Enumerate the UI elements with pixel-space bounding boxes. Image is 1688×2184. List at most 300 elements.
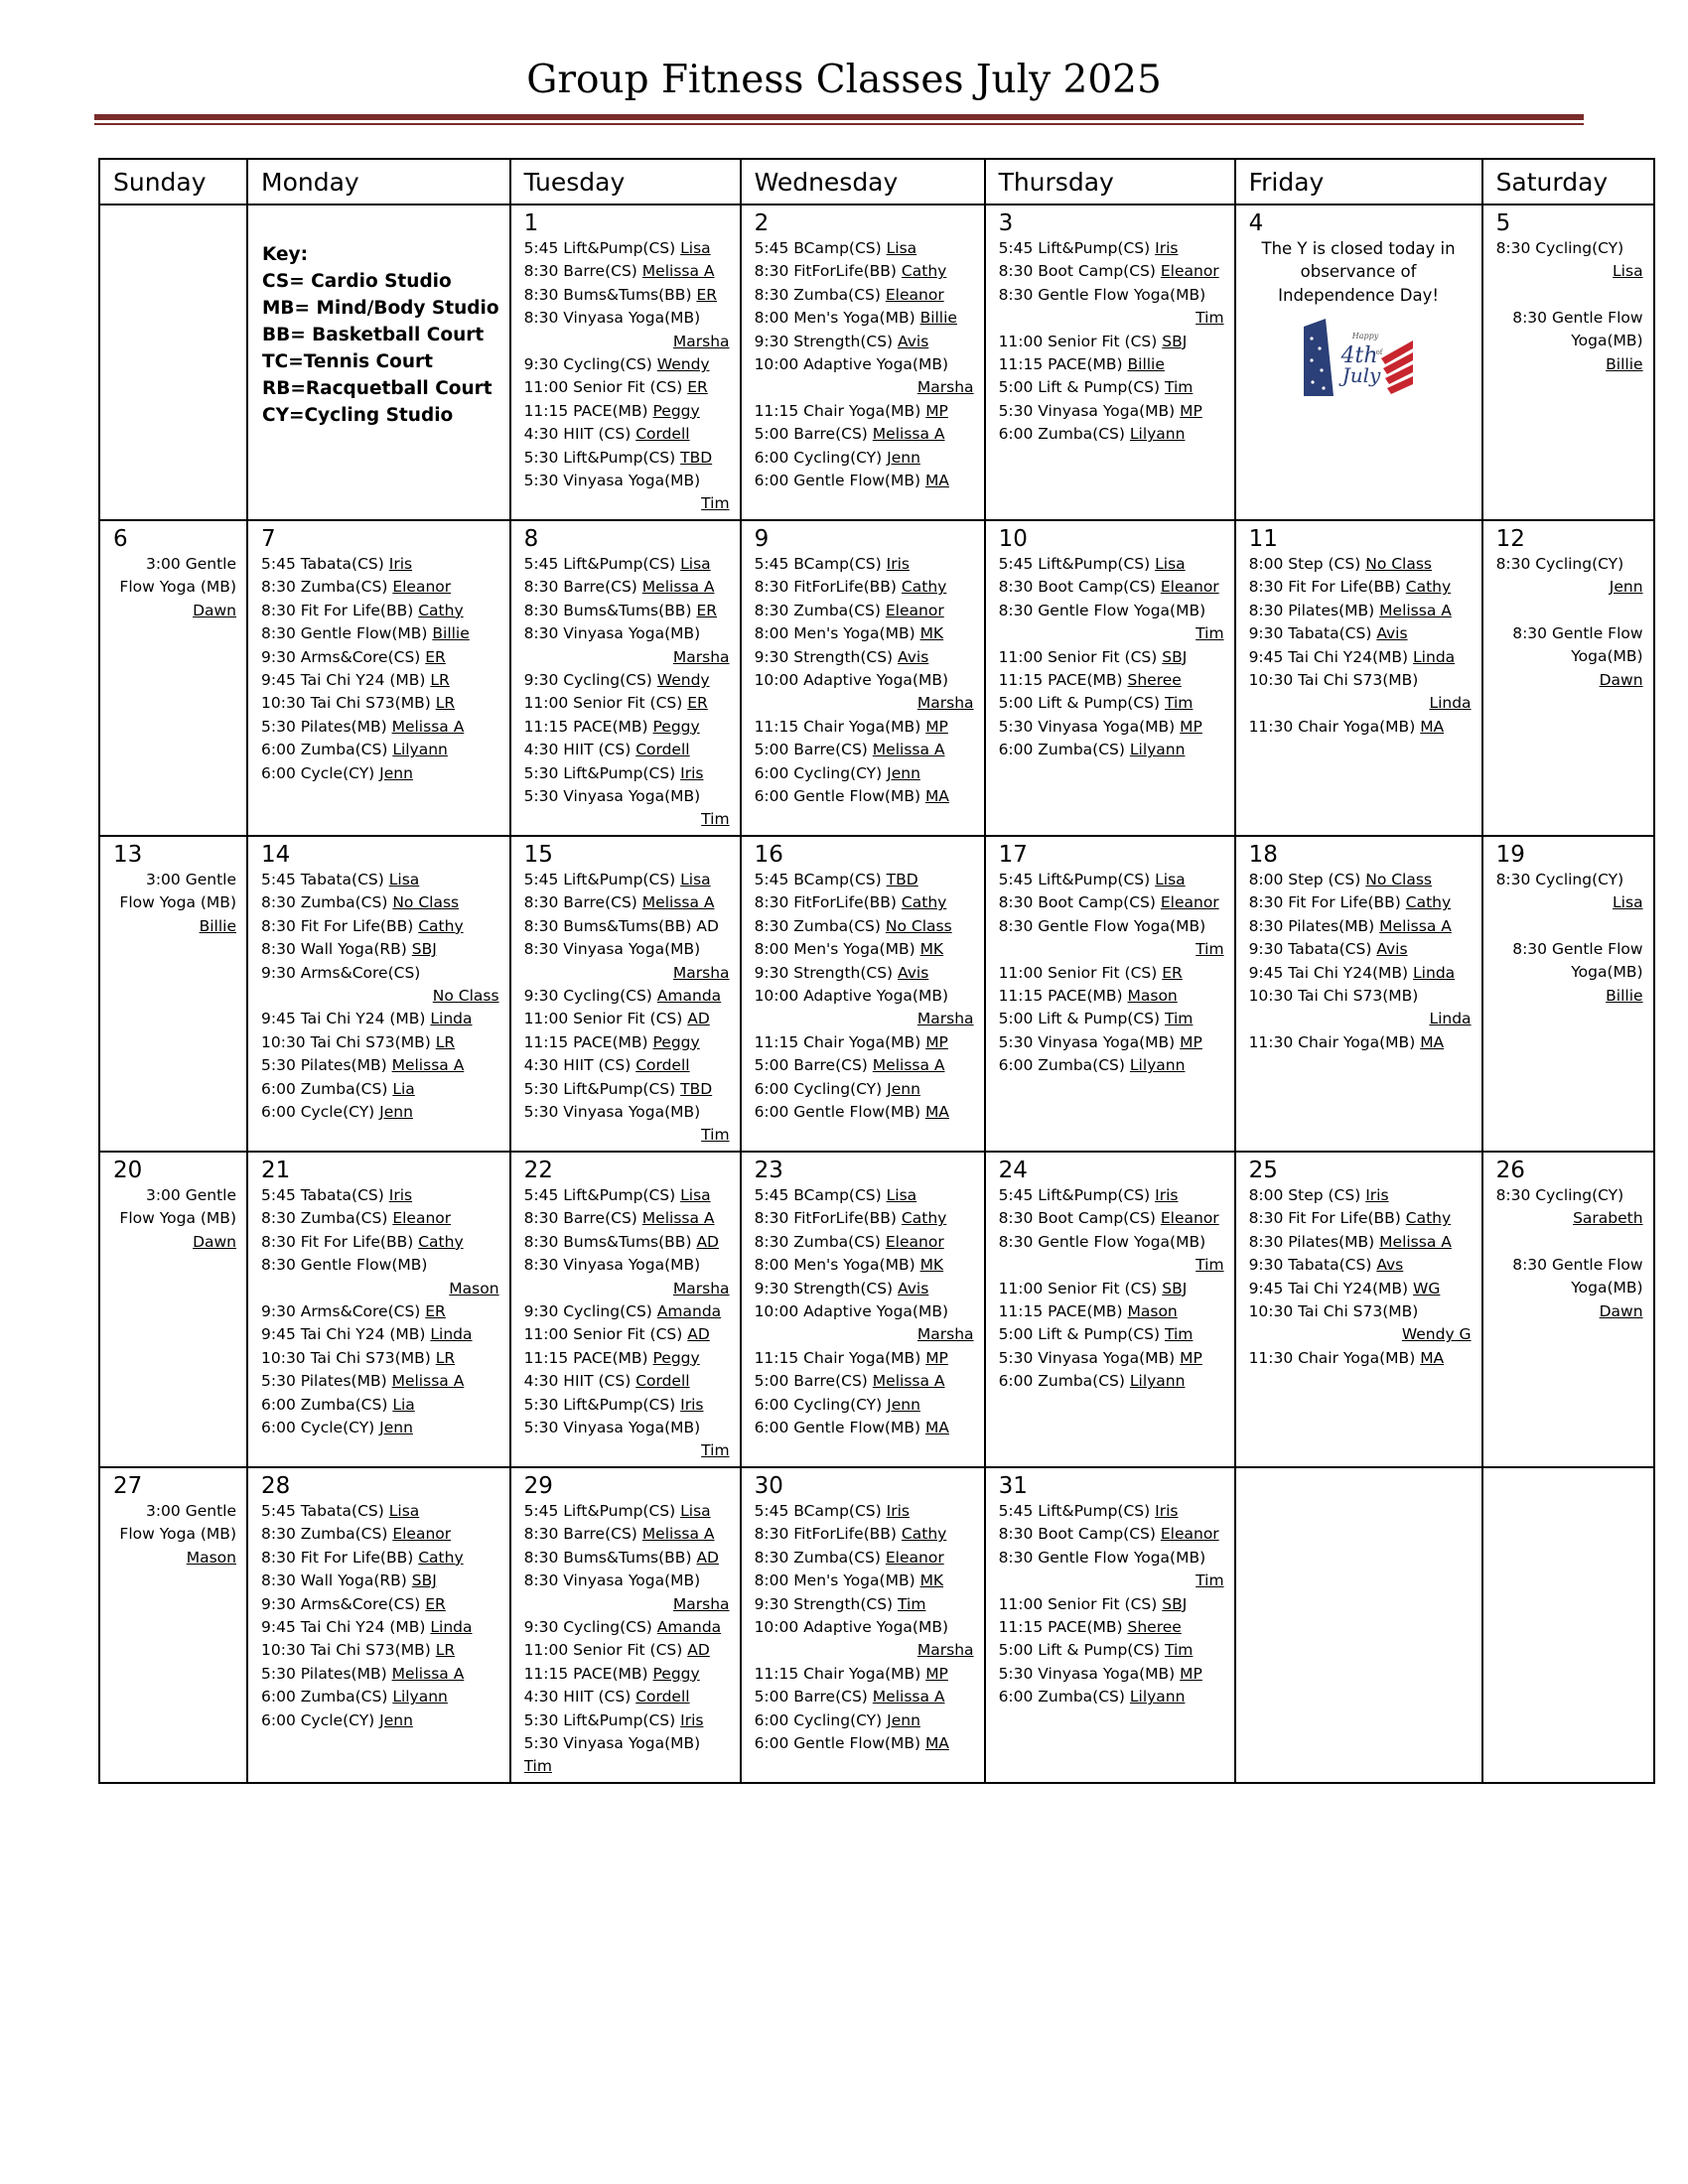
instructor-name: Peggy [652,1032,700,1051]
instructor-name: MA [924,787,949,806]
class-name: 10:00 Adaptive Yoga(MB) [754,671,949,690]
class-entry [755,331,974,353]
class-list [511,553,740,832]
instructor-name: Dawn [193,601,236,619]
class-name: 8:00 Step (CS) [1248,1186,1361,1204]
instructor-name: Marsha [916,1325,974,1344]
class-entry [755,915,974,938]
class-name: 11:15 Chair Yoga(MB) [754,1664,921,1683]
legend-line: BB= Basketball Court [262,325,485,345]
instructor-name: Avis [1376,624,1408,643]
class-entry [261,1523,499,1546]
class-entry [261,1663,499,1686]
class-name: 8:30 Gentle Flow(MB) [261,1256,428,1275]
class-entry [999,1523,1224,1546]
instructor-name: Cathy [1405,893,1452,912]
closed-day-content [1236,237,1481,396]
class-entry [755,1523,974,1546]
instructor-name: Jenn [379,1103,413,1122]
instructor-line [1496,576,1643,599]
class-list [248,869,509,1124]
day-number: 10 [998,526,1028,552]
class-entry [261,646,499,669]
class-entry [1249,1347,1472,1370]
class-entry [755,423,974,446]
class-entry [524,1616,730,1639]
class-entry [1249,1254,1472,1277]
instructor-name: Tim [1196,940,1224,959]
class-name: 8:30 Gentle Flow Yoga(MB) [1512,1255,1643,1297]
class-name: 8:30 Gentle Flow Yoga(MB) [998,285,1206,304]
instructor-name: MP [925,1032,948,1051]
class-list [1483,237,1653,376]
instructor-line [755,1323,974,1346]
class-entry [755,470,974,492]
class-entry [999,669,1224,692]
class-entry [261,553,499,576]
class-name: 5:30 Vinyasa Yoga(MB) [523,1419,701,1437]
instructor-name: Jenn [379,1710,413,1729]
class-name: 11:15 PACE(MB) [523,401,648,420]
class-entry [999,1370,1224,1393]
class-name: 9:30 Tabata(CS) [1248,1256,1372,1275]
class-name: 5:30 Lift&Pump(CS) [523,1079,676,1098]
class-entry [999,1300,1224,1323]
instructor-name: Lilyann [392,741,448,759]
instructor-name: Cathy [901,578,947,597]
class-entry [1249,962,1472,985]
class-entry [524,915,730,938]
badge-july-text: July [1341,363,1381,388]
class-entry [524,600,730,622]
instructor-name: MP [1180,1348,1202,1367]
class-name: 9:30 Strength(CS) [754,647,894,666]
class-name: 8:30 Barre(CS) [523,1525,637,1544]
class-name: 5:30 Pilates(MB) [261,1056,387,1075]
class-entry [524,237,730,260]
class-entry [261,1709,499,1732]
class-entry [755,1347,974,1370]
legend-line: RB=Racquetball Court [262,378,492,399]
instructor-line [999,1254,1224,1277]
class-entry [999,985,1224,1008]
day-number: 1 [523,210,539,236]
class-entry [755,869,974,891]
instructor-name: MP [925,1348,948,1367]
class-name: 5:30 Vinyasa Yoga(MB) [998,1032,1176,1051]
instructor-name: Jenn [887,1710,920,1729]
class-entry [999,331,1224,353]
day-cell [247,520,510,836]
weekday-wednesday: Wednesday [741,159,985,205]
class-entry [261,762,499,785]
instructor-line [524,808,730,831]
instructor-name: Jenn [887,1079,920,1098]
class-entry [999,1207,1224,1230]
class-entry [1496,622,1643,692]
class-entry [755,1031,974,1054]
class-entry [1496,237,1643,284]
class-entry [1249,915,1472,938]
class-entry [524,1663,730,1686]
class-name: 5:45 Tabata(CS) [261,1186,384,1204]
class-entry [755,622,974,645]
class-entry [1249,576,1472,599]
instructor-name: Sheree [1127,671,1182,690]
class-name: 11:15 Chair Yoga(MB) [754,717,921,736]
class-name: 11:15 Chair Yoga(MB) [754,1032,921,1051]
class-name: 5:30 Pilates(MB) [261,1372,387,1391]
class-list [742,1500,984,1755]
class-name: 8:30 Zumba(CS) [261,578,388,597]
class-entry [113,1184,236,1254]
class-name: 5:30 Vinyasa Yoga(MB) [523,787,701,806]
instructor-line [524,1278,730,1300]
class-name: 6:00 Gentle Flow(MB) [754,1734,920,1753]
day-number: 11 [1248,526,1278,552]
class-name: 8:30 FitForLife(BB) [754,262,897,281]
class-entry [524,447,730,470]
class-list [511,237,740,516]
instructor-line [524,331,730,353]
class-name: 5:30 Lift&Pump(CS) [523,763,676,782]
class-entry [755,1547,974,1570]
legend-line: CY=Cycling Studio [262,405,454,426]
instructor-name: Linda [430,1618,473,1637]
instructor-line [755,692,974,715]
class-name: 8:30 Barre(CS) [523,1209,637,1228]
class-name: 6:00 Cycling(CY) [754,1079,883,1098]
class-entry [524,891,730,914]
class-entry [999,1184,1224,1207]
class-entry [755,307,974,330]
class-entry [261,1323,499,1346]
class-name: 8:30 Pilates(MB) [1248,601,1375,619]
class-name: 5:30 Lift&Pump(CS) [523,1395,676,1414]
class-name: 6:00 Zumba(CS) [261,1079,388,1098]
instructor-name: Marsha [916,1641,974,1660]
day-cell [99,1467,247,1783]
instructor-name: MP [1180,1664,1202,1683]
instructor-name: MP [1180,401,1202,420]
class-name: 8:30 Gentle Flow Yoga(MB) [1512,939,1643,982]
instructor-name: Mason [1127,1302,1178,1321]
class-name: 10:30 Tai Chi S73(MB) [261,1641,431,1660]
instructor-name: MA [924,472,949,490]
class-name: 6:00 Gentle Flow(MB) [754,472,920,490]
instructor-name: Billie [432,624,470,643]
class-name: 11:00 Senior Fit (CS) [998,1279,1158,1297]
class-entry [261,1231,499,1254]
instructor-name: Eleanor [1160,1525,1219,1544]
class-name: 5:45 Lift&Pump(CS) [998,871,1151,888]
class-entry [999,739,1224,761]
class-name: 8:30 Wall Yoga(RB) [261,940,407,959]
class-entry [524,869,730,891]
instructor-name: Cathy [1405,1209,1452,1228]
class-name: 8:30 Boot Camp(CS) [998,893,1156,912]
class-entry [1249,1207,1472,1230]
class-name: 5:45 Lift&Pump(CS) [523,1502,676,1520]
instructor-line [524,1593,730,1616]
legend-key [248,205,509,429]
class-name: 8:30 Gentle Flow Yoga(MB) [998,1548,1206,1567]
class-name: 8:30 Zumba(CS) [754,1232,881,1251]
class-entry [524,785,730,832]
instructor-line [261,1278,499,1300]
class-name: 3:00 Gentle Flow Yoga (MB) [119,1502,236,1544]
spacer [1496,1231,1643,1254]
weekday-tuesday: Tuesday [510,159,741,205]
class-entry [524,576,730,599]
instructor-name: Eleanor [1160,893,1219,912]
instructor-name: Cathy [901,893,947,912]
class-name: 8:30 Barre(CS) [523,262,637,281]
spacer [1496,600,1643,622]
class-entry [524,938,730,985]
instructor-name: Lisa [388,1502,420,1520]
class-entry [1496,869,1643,915]
instructor-name: WG [1413,1279,1441,1297]
instructor-name: Eleanor [392,1525,452,1544]
class-list [100,1500,246,1570]
day-number: 12 [1495,526,1525,552]
class-name: 10:30 Tai Chi S73(MB) [1248,987,1419,1006]
day-number: 15 [523,842,553,868]
class-entry [755,1278,974,1300]
class-entry [261,1054,499,1077]
class-entry [999,869,1224,891]
class-entry [999,400,1224,423]
instructor-name: Cordell [635,1688,690,1706]
day-cell [985,520,1235,836]
instructor-name: Eleanor [885,1548,944,1567]
instructor-name: Melissa A [641,262,715,281]
week-row [99,520,1654,836]
class-entry [261,739,499,761]
class-name: 6:00 Cycling(CY) [754,763,883,782]
instructor-name: Mason [449,1279,499,1297]
instructor-name: AD [696,1548,719,1567]
instructor-name: Eleanor [885,601,944,619]
instructor-name: Lisa [680,1186,711,1204]
day-number: 14 [261,842,291,868]
class-entry [1496,307,1643,376]
class-name: 8:30 FitForLife(BB) [754,1209,897,1228]
instructor-name: Lisa [680,239,711,257]
instructor-name: MK [919,1256,944,1275]
instructor-name: Cathy [1405,578,1452,597]
class-entry [999,716,1224,739]
class-name: 8:30 Pilates(MB) [1248,1232,1375,1251]
instructor-line [524,646,730,669]
class-name: 8:30 FitForLife(BB) [754,893,897,912]
day-cell [510,1467,741,1783]
class-name: 5:45 Lift&Pump(CS) [523,239,676,257]
instructor-name: Melissa A [872,1372,945,1391]
instructor-name: Cathy [418,916,464,935]
day-number: 4 [1248,210,1264,236]
class-name: 8:30 Zumba(CS) [754,601,881,619]
class-entry [261,891,499,914]
instructor-name: Lisa [680,871,711,888]
instructor-name: Lisa [886,239,917,257]
instructor-name: Lilyann [1129,425,1186,444]
instructor-name: Eleanor [885,285,944,304]
class-name: 9:30 Cycling(CS) [523,1302,652,1321]
instructor-name: Lilyann [1129,1372,1186,1391]
day-number: 20 [113,1158,143,1183]
class-name: 8:30 Zumba(CS) [261,1209,388,1228]
class-entry [1249,1278,1472,1300]
class-name: 5:30 Vinyasa Yoga(MB) [523,472,701,490]
instructor-name: Tim [1164,1010,1194,1028]
instructor-name: Melissa A [872,1688,945,1706]
class-name: 6:00 Zumba(CS) [998,1372,1125,1391]
class-name: 8:30 Vinyasa Yoga(MB) [523,624,701,643]
instructor-name: Linda [1413,963,1456,982]
class-name: 8:30 Cycling(CY) [1495,871,1624,888]
instructor-name: Melissa A [872,1056,945,1075]
class-entry [261,1570,499,1592]
instructor-name: Dawn [1599,1301,1643,1320]
class-entry [524,739,730,761]
instructor-name: Tim [701,1126,730,1145]
class-name: 3:00 Gentle Flow Yoga (MB) [119,555,236,597]
class-list [1483,869,1653,1008]
class-name: 5:30 Vinyasa Yoga(MB) [998,1348,1176,1367]
instructor-name: Billie [1606,354,1643,373]
instructor-name: Lilyann [1129,1688,1186,1706]
instructor-name: Lilyann [1129,1056,1186,1075]
instructor-name: ER [425,1594,446,1613]
instructor-name: Marsha [672,332,730,350]
class-entry [1496,1254,1643,1323]
class-entry [261,716,499,739]
instructor-name: ER [425,1302,446,1321]
class-name: 9:45 Tai Chi Y24 (MB) [261,671,426,690]
instructor-name: Tim [523,1757,552,1776]
day-cell [99,205,247,520]
class-entry [524,1101,730,1148]
class-entry [261,1031,499,1054]
instructor-name: Iris [388,1186,413,1204]
class-name: 8:30 Fit For Life(BB) [261,1548,414,1567]
day-number: 18 [1248,842,1278,868]
day-number: 28 [261,1473,291,1499]
instructor-name: Iris [1155,1502,1179,1520]
instructor-name: Avis [1376,940,1408,959]
class-entry [999,284,1224,331]
class-entry [755,1300,974,1347]
class-name: 5:45 BCamp(CS) [754,239,882,257]
weekday-thursday: Thursday [985,159,1235,205]
class-entry [524,1570,730,1616]
instructor-name: Melissa A [641,578,715,597]
class-entry [524,1500,730,1523]
class-entry [524,1417,730,1463]
instructor-name: Avis [898,647,929,666]
class-entry [524,553,730,576]
class-name: 11:30 Chair Yoga(MB) [1248,1032,1416,1051]
class-entry [261,1184,499,1207]
instructor-name: Lisa [886,1186,917,1204]
class-name: 8:30 Fit For Life(BB) [261,916,414,935]
class-entry [261,1639,499,1662]
day-number: 7 [261,526,276,552]
class-name: 11:00 Senior Fit (CS) [523,1325,683,1344]
instructor-name: Peggy [652,717,700,736]
class-entry [999,1686,1224,1708]
instructor-name: Amanda [656,987,722,1006]
instructor-line [999,1570,1224,1592]
class-entry [755,716,974,739]
instructor-name: Linda [1429,694,1472,713]
class-entry [261,622,499,645]
instructor-line [999,307,1224,330]
class-entry [999,353,1224,376]
day-cell [247,836,510,1152]
class-entry [261,1394,499,1417]
class-name: 9:30 Strength(CS) [754,332,894,350]
class-entry [261,1008,499,1030]
class-entry [755,284,974,307]
class-entry [755,600,974,622]
class-name: 8:00 Men's Yoga(MB) [754,1256,915,1275]
class-entry [113,1500,236,1570]
instructor-line [999,938,1224,961]
class-entry [524,1031,730,1054]
class-list [248,553,509,785]
class-name: 9:30 Tabata(CS) [1248,940,1372,959]
class-name: 6:00 Gentle Flow(MB) [754,787,920,806]
instructor-name: Tim [701,1441,730,1460]
class-name: 9:45 Tai Chi Y24 (MB) [261,1010,426,1028]
class-entry [755,646,974,669]
class-entry [999,1323,1224,1346]
class-entry [261,1686,499,1708]
class-list [100,1184,246,1254]
class-name: 8:30 Gentle Flow Yoga(MB) [998,916,1206,935]
day-cell [247,205,510,520]
class-entry [999,1054,1224,1077]
instructor-line [524,962,730,985]
instructor-name: Marsha [916,694,974,713]
instructor-name: Tim [701,810,730,829]
weekday-monday: Monday [247,159,510,205]
class-entry [524,1732,730,1779]
class-entry [1249,869,1472,891]
class-entry [524,1709,730,1732]
class-name: 9:30 Cycling(CS) [523,355,652,374]
class-entry [524,400,730,423]
instructor-line [755,1008,974,1030]
class-list [742,553,984,808]
class-name: 8:30 Fit For Life(BB) [261,1232,414,1251]
class-entry [1249,1184,1472,1207]
class-name: 9:30 Strength(CS) [754,1279,894,1297]
title-rule [94,114,1584,120]
class-entry [261,1500,499,1523]
instructor-name: Dawn [1599,670,1643,689]
class-entry [755,1709,974,1732]
class-name: 5:45 Lift&Pump(CS) [523,555,676,573]
badge-of-text: of [1375,348,1383,357]
class-name: 5:45 Lift&Pump(CS) [998,1186,1151,1204]
instructor-name: Peggy [652,401,700,420]
class-name: 5:30 Vinyasa Yoga(MB) [523,1103,701,1122]
class-list [1483,553,1653,692]
